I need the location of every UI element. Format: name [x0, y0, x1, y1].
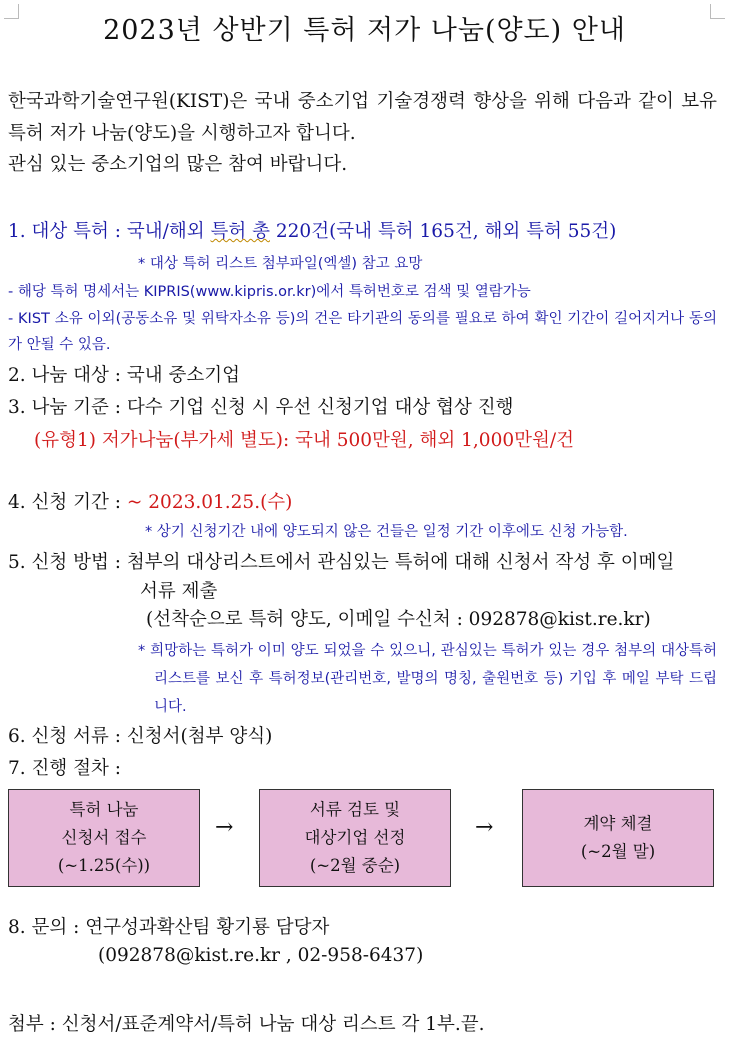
intro-closing: 관심 있는 중소기업의 많은 참여 바랍니다.: [8, 154, 348, 175]
item8-contact-detail: (092878@kist.re.kr , 02-958-6437): [98, 945, 424, 966]
process-step-3-line1: 계약 체결: [583, 814, 653, 833]
item1-rest: 220건(국내 특허 165건, 해외 특허 55건): [270, 221, 617, 242]
item6-documents: 6. 신청 서류 : 신청서(첨부 양식): [8, 726, 273, 747]
process-step-2: [259, 789, 451, 887]
process-step-1-line3: (~1.25(수)): [57, 856, 151, 875]
item4-label: 4. 신청 기간 :: [8, 492, 127, 513]
item5-email-line: (선착순으로 특허 양도, 이메일 수신처 : 092878@kist.re.kr): [146, 609, 651, 630]
item1-bullet-ownership: - KIST 소유 이외(공동소유 및 위탁자소유 등)의 건은 타기관의 동의를 필요로 하여 확인 기간이 길어지거나 동의가 안될 수 있음.: [8, 311, 717, 353]
item1-note: * 대상 특허 리스트 첨부파일(엑셀) 참고 요망: [138, 256, 423, 272]
item1-label: 1. 대상 특허 : 국내/해외: [8, 221, 211, 242]
process-step-1-line1: 특허 나눔: [69, 800, 139, 819]
item5-method: 5. 신청 방법 : 첨부의 대상리스트에서 관심있는 특허에 대해 신청서 작성 후 이메일: [8, 552, 675, 573]
item5-note: * 희망하는 특허가 이미 양도 되었을 수 있으니, 관심있는 특허가 있는 경우 첨부의 대상특허 리스트를 보신 후 특허정보(관리번호, 발명의 명칭, 출원번호 등) 기입 후 메일 부탁 드립니다.: [138, 643, 717, 715]
process-step-1-line2: 신청서 접수: [61, 828, 147, 847]
item5-method-cont: 서류 제출: [140, 581, 218, 602]
process-step-1: [8, 789, 200, 887]
item1-target-patents: [8, 217, 616, 243]
process-step-2-line2: 대상기업 선정: [304, 828, 406, 847]
item3-type1: (유형1) 저가나눔(부가세 별도): 국내 500만원, 해외 1,000만원/건: [34, 430, 574, 451]
intro-paragraph: 한국과학기술연구원(KIST)은 국내 중소기업 기술경쟁력 향상을 위해 다음과 같이 보유 특허 저가 나눔(양도)을 시행하고자 합니다.: [8, 91, 717, 144]
process-step-2-line3: (~2월 중순): [309, 856, 401, 875]
attachment-line: 첨부 : 신청서/표준계약서/특허 나눔 대상 리스트 각 1부.끝.: [8, 1014, 485, 1035]
process-step-2-line1: 서류 검토 및: [309, 800, 401, 819]
process-step-3-line2: (~2월 말): [580, 842, 656, 861]
item8-contact: 8. 문의 : 연구성과확산팀 황기룡 담당자: [8, 917, 330, 938]
item3-criteria: 3. 나눔 기준 : 다수 기업 신청 시 우선 신청기업 대상 협상 진행: [8, 397, 514, 418]
process-arrow-1: →: [215, 815, 234, 840]
item4-note: * 상기 신청기간 내에 양도되지 않은 건들은 일정 기간 이후에도 신청 가능함.: [145, 524, 628, 540]
item1-bullet-kipris: - 해당 특허 명세서는 KIPRIS(www.kipris.or.kr)에서 특허번호로 검색 및 열람가능: [8, 284, 531, 300]
process-step-3: [522, 789, 714, 887]
item7-process: 7. 진행 절차 :: [8, 758, 122, 779]
page-title: 2023년 상반기 특허 저가 나눔(양도) 안내: [103, 15, 626, 46]
item2-target: 2. 나눔 대상 : 국내 중소기업: [8, 365, 240, 386]
item4-date: ~ 2023.01.25.(수): [126, 492, 293, 513]
item4-period: [8, 488, 292, 514]
process-arrow-2: →: [475, 815, 494, 840]
item1-highlight: 특허 총: [210, 221, 270, 242]
